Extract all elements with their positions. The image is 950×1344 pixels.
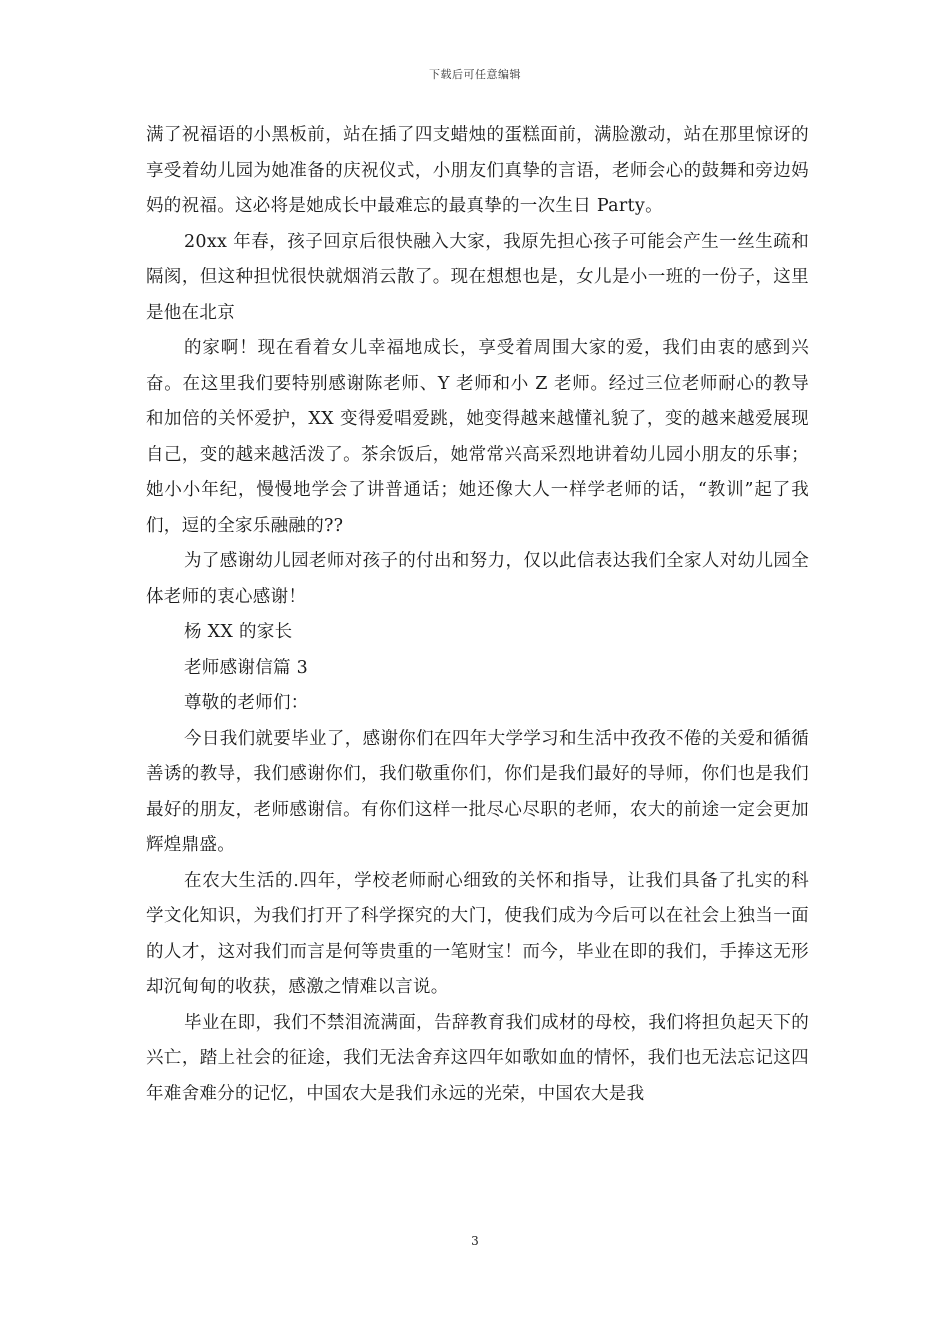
paragraph: 的家啊！现在看着女儿幸福地成长，享受着周围大家的爱，我们由衷的感到兴奋。在这里我们要特别感谢陈老师、Y 老师和小 Z 老师。经过三位老师耐心的教导和加倍的关怀爱护，XX 变得爱唱爱跳，她变得越来越懂礼貌了，变的越来越爱展现自己，变的越来越活泼了。茶余饭后，她常常兴高采烈地讲着幼儿园小朋友的乐事；她小小年纪，慢慢地学会了讲普通话；她还像大人一样学老师的话，“教训”起了我们，逗的全家乐融融的?? <box>146 338 809 536</box>
document-body <box>146 118 809 1112</box>
section-title: 老师感谢信篇 3 <box>184 657 309 678</box>
signature-line: 杨 XX 的家长 <box>184 622 293 642</box>
paragraph: 毕业在即，我们不禁泪流满面，告辞教育我们成材的母校，我们将担负起天下的兴亡，踏上社会的征途，我们无法舍弃这四年如歌如血的情怀，我们也无法忘记这四年难舍难分的记忆，中国农大是我们永远的光荣，中国农大是我 <box>146 1012 809 1104</box>
paragraph: 20xx 年春，孩子回京后很快融入大家，我原先担心孩子可能会产生一丝生疏和隔阂，但这种担忧很快就烟消云散了。现在想想也是，女儿是小一班的一份子，这里是他在北京 <box>146 231 809 323</box>
page-number: 3 <box>471 1234 479 1248</box>
paragraph: 为了感谢幼儿园老师对孩子的付出和努力，仅以此信表达我们全家人对幼儿园全体老师的衷心感谢！ <box>146 551 809 607</box>
paragraph: 在农大生活的.四年，学校老师耐心细致的关怀和指导，让我们具备了扎实的科学文化知识，为我们打开了科学探究的大门，使我们成为今后可以在社会上独当一面的人才，这对我们而言是何等贵重的一笔财宝！而今，毕业在即的我们，手捧这无形却沉甸甸的收获，感激之情难以言说。 <box>146 870 809 997</box>
page-header: 下载后可任意编辑 <box>429 68 521 81</box>
paragraph: 今日我们就要毕业了，感谢你们在四年大学学习和生活中孜孜不倦的关爱和循循善诱的教导，我们感谢你们，我们敬重你们，你们是我们最好的导师，你们也是我们最好的朋友，老师感谢信。有你们这样一批尽心尽职的老师，农大的前途一定会更加辉煌鼎盛。 <box>146 728 809 855</box>
salutation: 尊敬的老师们： <box>184 693 309 713</box>
paragraph: 满了祝福语的小黑板前，站在插了四支蜡烛的蛋糕面前，满脸激动，站在那里惊讶的享受着幼儿园为她准备的庆祝仪式，小朋友们真挚的言语，老师会心的鼓舞和旁边妈妈的祝福。这必将是她成长中最难忘的最真挚的一次生日 Party。 <box>146 125 809 216</box>
